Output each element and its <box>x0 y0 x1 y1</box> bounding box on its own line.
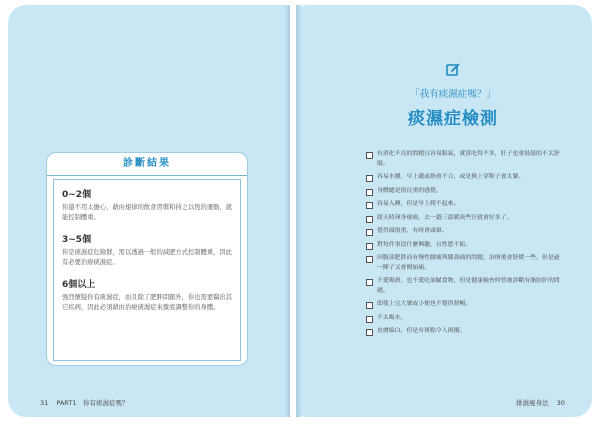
book-spine-left <box>284 5 290 417</box>
checklist-item <box>366 241 560 251</box>
checklist-item <box>366 227 560 237</box>
page-title: 痰濕症檢測 <box>408 109 498 129</box>
result-item <box>62 277 234 313</box>
result-range: 6個以上 <box>62 280 96 290</box>
checklist-text: 身體總是很沉重的感覺。 <box>377 187 442 194</box>
checklist-text: 陰天時渾身痠痛，去一趟三溫暖流些汗就會好多了。 <box>377 214 513 221</box>
edit-icon <box>446 63 460 77</box>
checkbox[interactable] <box>366 229 373 236</box>
section-label: 排濕瘦身法 <box>516 399 549 407</box>
result-item <box>62 187 234 223</box>
checklist-text: 覺得頭很重，有時會頭暈。 <box>377 228 448 234</box>
checkbox[interactable] <box>366 189 373 196</box>
checkbox[interactable] <box>366 202 373 209</box>
checklist-text: 即使上完大號或小便也不覺得舒暢。 <box>377 301 472 307</box>
diagnosis-card <box>46 152 248 366</box>
checklist-text: 不愛喝酒，也不愛吃油膩食物，但是健康檢查時曾被診斷有脂肪肝的問題。 <box>377 278 560 294</box>
checkbox[interactable] <box>366 256 373 263</box>
section-label: PART1 你有痰濕症嗎？ <box>56 399 129 407</box>
checkbox[interactable] <box>366 175 373 182</box>
checklist <box>366 150 560 341</box>
checklist-item <box>366 214 560 224</box>
question-heading: 「我有痰濕症嗎？」 <box>410 89 496 100</box>
checklist-item <box>366 187 560 197</box>
result-range: 0~2個 <box>62 190 92 200</box>
checklist-text: 不太喝水。 <box>377 314 407 321</box>
checklist-item <box>366 173 560 183</box>
checklist-text: 對每件事沒什麼興趣，且性慾不振。 <box>377 241 472 248</box>
checkbox[interactable] <box>366 279 373 286</box>
checklist-item <box>366 300 560 310</box>
right-footer <box>516 398 565 407</box>
checklist-text: 因腹部肥胖而有慢性腰痛與膝蓋痛的問題，治療後會舒緩一些，但是過一陣子又會開始痛。 <box>377 255 560 271</box>
checklist-item <box>366 327 560 337</box>
card-title: 診斷結果 <box>47 153 247 176</box>
checklist-text: 有消化不良的問題且容易脹氣，就算吃得不多，肚子也會鼓鼓的不太舒服。 <box>377 151 560 167</box>
page-number: 30 <box>556 399 565 407</box>
checklist-text: 容易入睡，但是早上爬不起來。 <box>377 201 460 207</box>
results-list <box>53 179 241 361</box>
result-desc: 你是痰濕症危險群，需以透過一般的減肥方式控制體重，因此有必要治療痰濕症。 <box>62 249 233 266</box>
checkbox[interactable] <box>366 329 373 336</box>
left-footer <box>40 398 128 407</box>
checklist-item <box>366 150 560 169</box>
checklist-item <box>366 277 560 296</box>
checkbox[interactable] <box>366 152 373 159</box>
checklist-item <box>366 200 560 210</box>
result-range: 3~5個 <box>62 235 92 245</box>
checklist-text: 皮膚偏白，但是有斑點令人困擾。 <box>377 328 466 334</box>
checkbox[interactable] <box>366 302 373 309</box>
checkbox[interactable] <box>366 243 373 250</box>
checklist-item <box>366 254 560 273</box>
result-desc: 強烈懷疑你有痰濕症，而且除了肥胖問題外，你也需要醫治其它疾病，因此必須藉由治療痰濕症來徹底調整你的身體。 <box>62 294 233 311</box>
checkbox[interactable] <box>366 216 373 223</box>
checklist-text: 容易水腫，早上戴或指會不合，或是換上穿鞋子會太緊。 <box>377 174 525 180</box>
page-number: 31 <box>40 399 49 407</box>
checklist-item <box>366 314 560 324</box>
checkbox[interactable] <box>366 316 373 323</box>
result-item <box>62 232 234 268</box>
result-desc: 你還不用太擔心，藉由規律的飲食習慣和持之以恆的運動，就能控制體重。 <box>62 204 233 221</box>
